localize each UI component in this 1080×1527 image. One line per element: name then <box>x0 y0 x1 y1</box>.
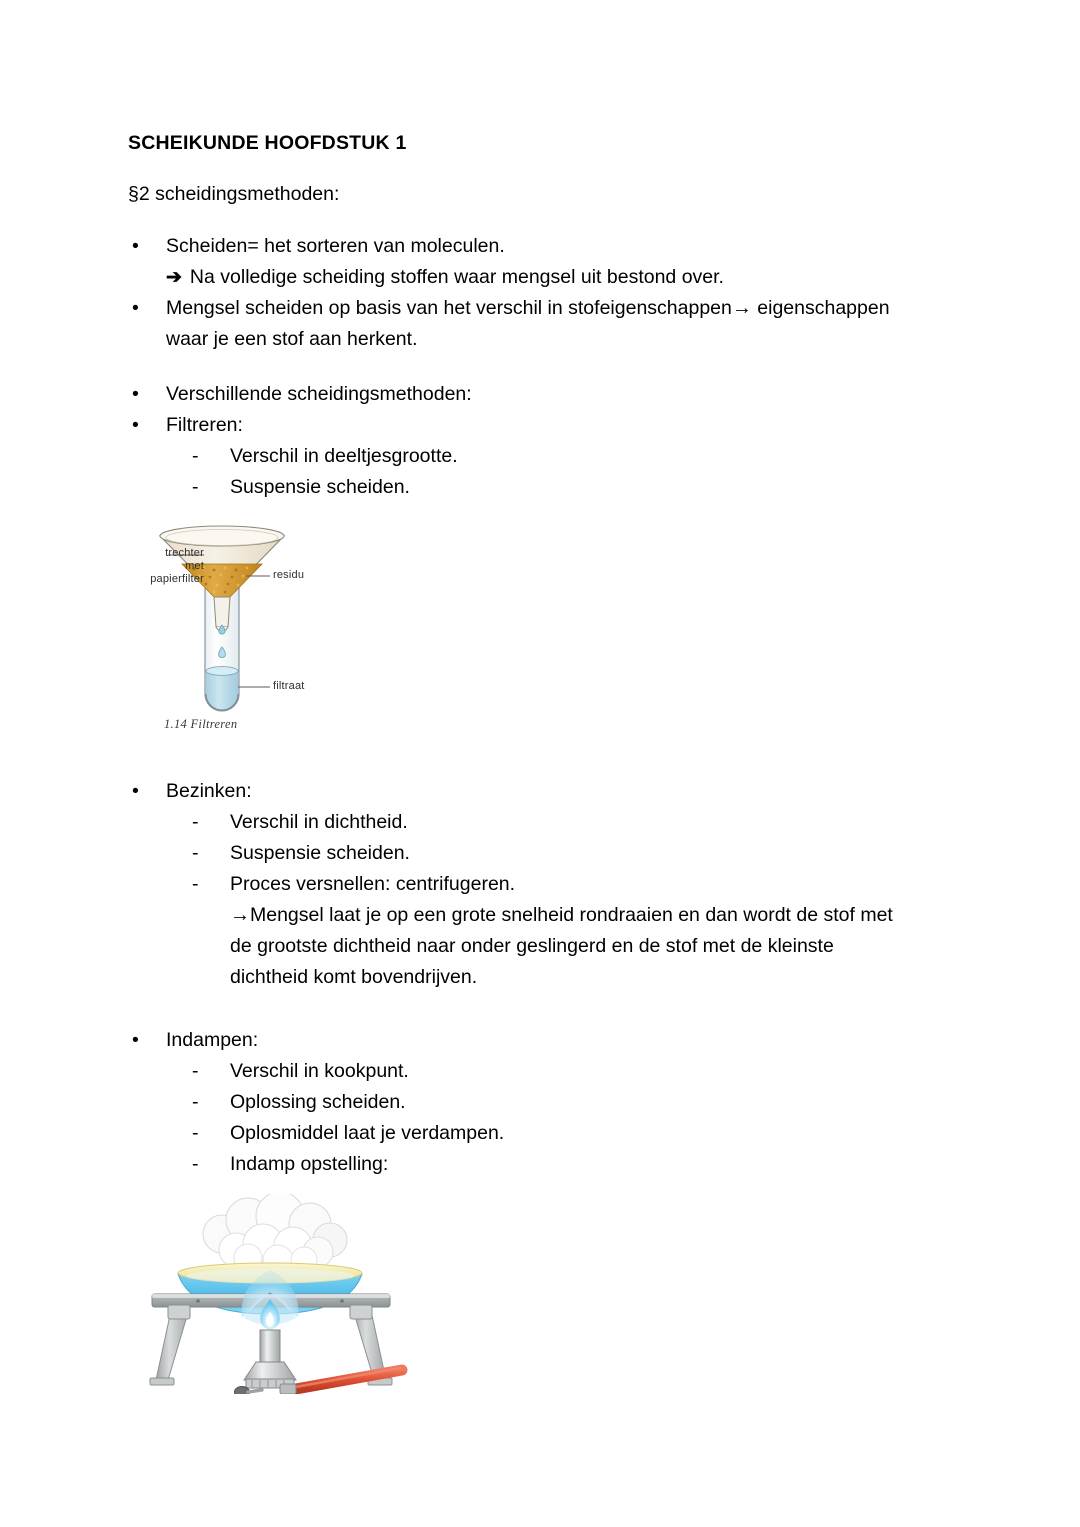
label-residue: residu <box>273 569 305 581</box>
bullet-list-bezinken <box>128 776 958 807</box>
label-filtrate: filtraat <box>273 680 305 692</box>
list-item-label-part2: eigenschappen <box>757 297 890 319</box>
list-item-verschillende <box>128 379 958 410</box>
figure-filtration <box>142 519 472 744</box>
bullet-dot-icon: • <box>132 414 139 436</box>
list-item-label: Verschillende scheidingsmethoden: <box>166 383 472 405</box>
tripod-leg-left <box>150 1305 190 1385</box>
sub-list-item-label: Indamp opstelling: <box>230 1153 389 1175</box>
dash-marker-icon: - <box>192 1060 199 1082</box>
list-item-label-line2: waar je een stof aan herkent. <box>166 328 418 350</box>
bullet-dot-icon: • <box>132 297 139 319</box>
list-item-indampen <box>128 1025 958 1056</box>
evaporation-illustration <box>130 1194 410 1394</box>
sub-list-item <box>128 1087 958 1118</box>
sub-list-item-label: Suspensie scheiden. <box>230 476 410 498</box>
sub-list-item-label: Verschil in deeltjesgrootte. <box>230 445 458 467</box>
list-item-label: Bezinken: <box>166 780 252 802</box>
sub-list-item <box>128 1149 958 1180</box>
dash-marker-icon: - <box>192 445 199 467</box>
sub-list-item <box>128 1056 958 1087</box>
dash-marker-icon: - <box>192 1153 199 1175</box>
bezinken-explanation <box>128 900 958 993</box>
bullet-dot-icon: • <box>132 1029 139 1051</box>
bezinken-explanation-line2: de grootste dichtheid naar onder geslingerd en de stof met de kleinste <box>230 935 834 957</box>
tripod-bar-rivet <box>196 1299 200 1303</box>
bullet-list-intro <box>128 231 958 262</box>
document-content <box>128 128 958 1394</box>
gas-tap-stem <box>248 1390 262 1392</box>
sub-list-item <box>128 441 958 472</box>
burner-neck <box>244 1362 296 1380</box>
arrow-right-icon: → <box>731 297 752 319</box>
sub-list-item-label: Oplosmiddel laat je verdampen. <box>230 1122 505 1144</box>
dash-marker-icon: - <box>192 1122 199 1144</box>
filtrate-surface <box>206 667 238 676</box>
figure-caption: 1.14 Filtreren <box>164 717 238 731</box>
bullet-dot-icon: • <box>132 383 139 405</box>
funnel-rim <box>160 526 284 546</box>
arrow-note-scheiden <box>128 262 958 293</box>
sub-list-indampen <box>128 1056 958 1180</box>
sub-list-item <box>128 807 958 838</box>
label-funnel-line3: papierfilter <box>150 573 204 585</box>
bezinken-explanation-line3: dichtheid komt bovendrijven. <box>230 966 478 988</box>
funnel-stem <box>214 597 230 627</box>
dash-marker-icon: - <box>192 476 199 498</box>
list-item-scheiden <box>128 231 958 262</box>
list-item-label: Filtreren: <box>166 414 243 436</box>
dash-marker-icon: - <box>192 842 199 864</box>
hose-nipple <box>280 1384 296 1394</box>
sub-list-item <box>128 1118 958 1149</box>
bullet-list-methoden <box>128 379 958 441</box>
bullet-list-indampen <box>128 1025 958 1056</box>
dash-marker-icon: - <box>192 873 199 895</box>
label-funnel-line1: trechter <box>165 547 204 559</box>
figure-evaporation-setup <box>130 1194 410 1394</box>
sub-list-item-label: Verschil in kookpunt. <box>230 1060 409 1082</box>
dash-marker-icon: - <box>192 1091 199 1113</box>
page-title: SCHEIKUNDE HOOFDSTUK 1 <box>128 132 407 154</box>
section-heading: §2 scheidingsmethoden: <box>128 183 340 205</box>
sub-list-filtreren <box>128 441 958 503</box>
arrow-right-icon: ➔ <box>166 267 182 288</box>
bezinken-explanation-line1: Mengsel laat je op een grote snelheid rondraaien en dan wordt de stof met <box>250 904 893 926</box>
list-item-mengsel <box>128 293 958 355</box>
sub-list-item-label: Oplossing scheiden. <box>230 1091 406 1113</box>
tripod-bar-rivet <box>340 1299 344 1303</box>
label-funnel-line2: met <box>185 560 204 572</box>
sub-list-item-label: Proces versnellen: centrifugeren. <box>230 873 516 895</box>
dash-marker-icon: - <box>192 811 199 833</box>
sub-list-item <box>128 838 958 869</box>
list-item-filtreren <box>128 410 958 441</box>
list-item-label: Indampen: <box>166 1029 259 1051</box>
list-item-label-part1: Mengsel scheiden op basis van het verschil in stofeigenschappen <box>166 297 732 319</box>
sub-list-item-label: Verschil in dichtheid. <box>230 811 408 833</box>
burner-barrel <box>260 1330 280 1362</box>
sub-list-bezinken <box>128 807 958 900</box>
list-item-bezinken <box>128 776 958 807</box>
arrow-right-icon: → <box>230 904 250 926</box>
sub-list-item-label: Suspensie scheiden. <box>230 842 410 864</box>
sub-list-item <box>128 472 958 503</box>
arrow-note-label: Na volledige scheiding stoffen waar mengsel uit bestond over. <box>189 266 724 288</box>
sub-list-item <box>128 869 958 900</box>
list-item-label: Scheiden= het sorteren van moleculen. <box>166 235 505 257</box>
bullet-dot-icon: • <box>132 780 139 802</box>
bullet-list-mengsel <box>128 293 958 355</box>
bullet-dot-icon: • <box>132 235 139 257</box>
filtrate-liquid <box>206 671 238 710</box>
